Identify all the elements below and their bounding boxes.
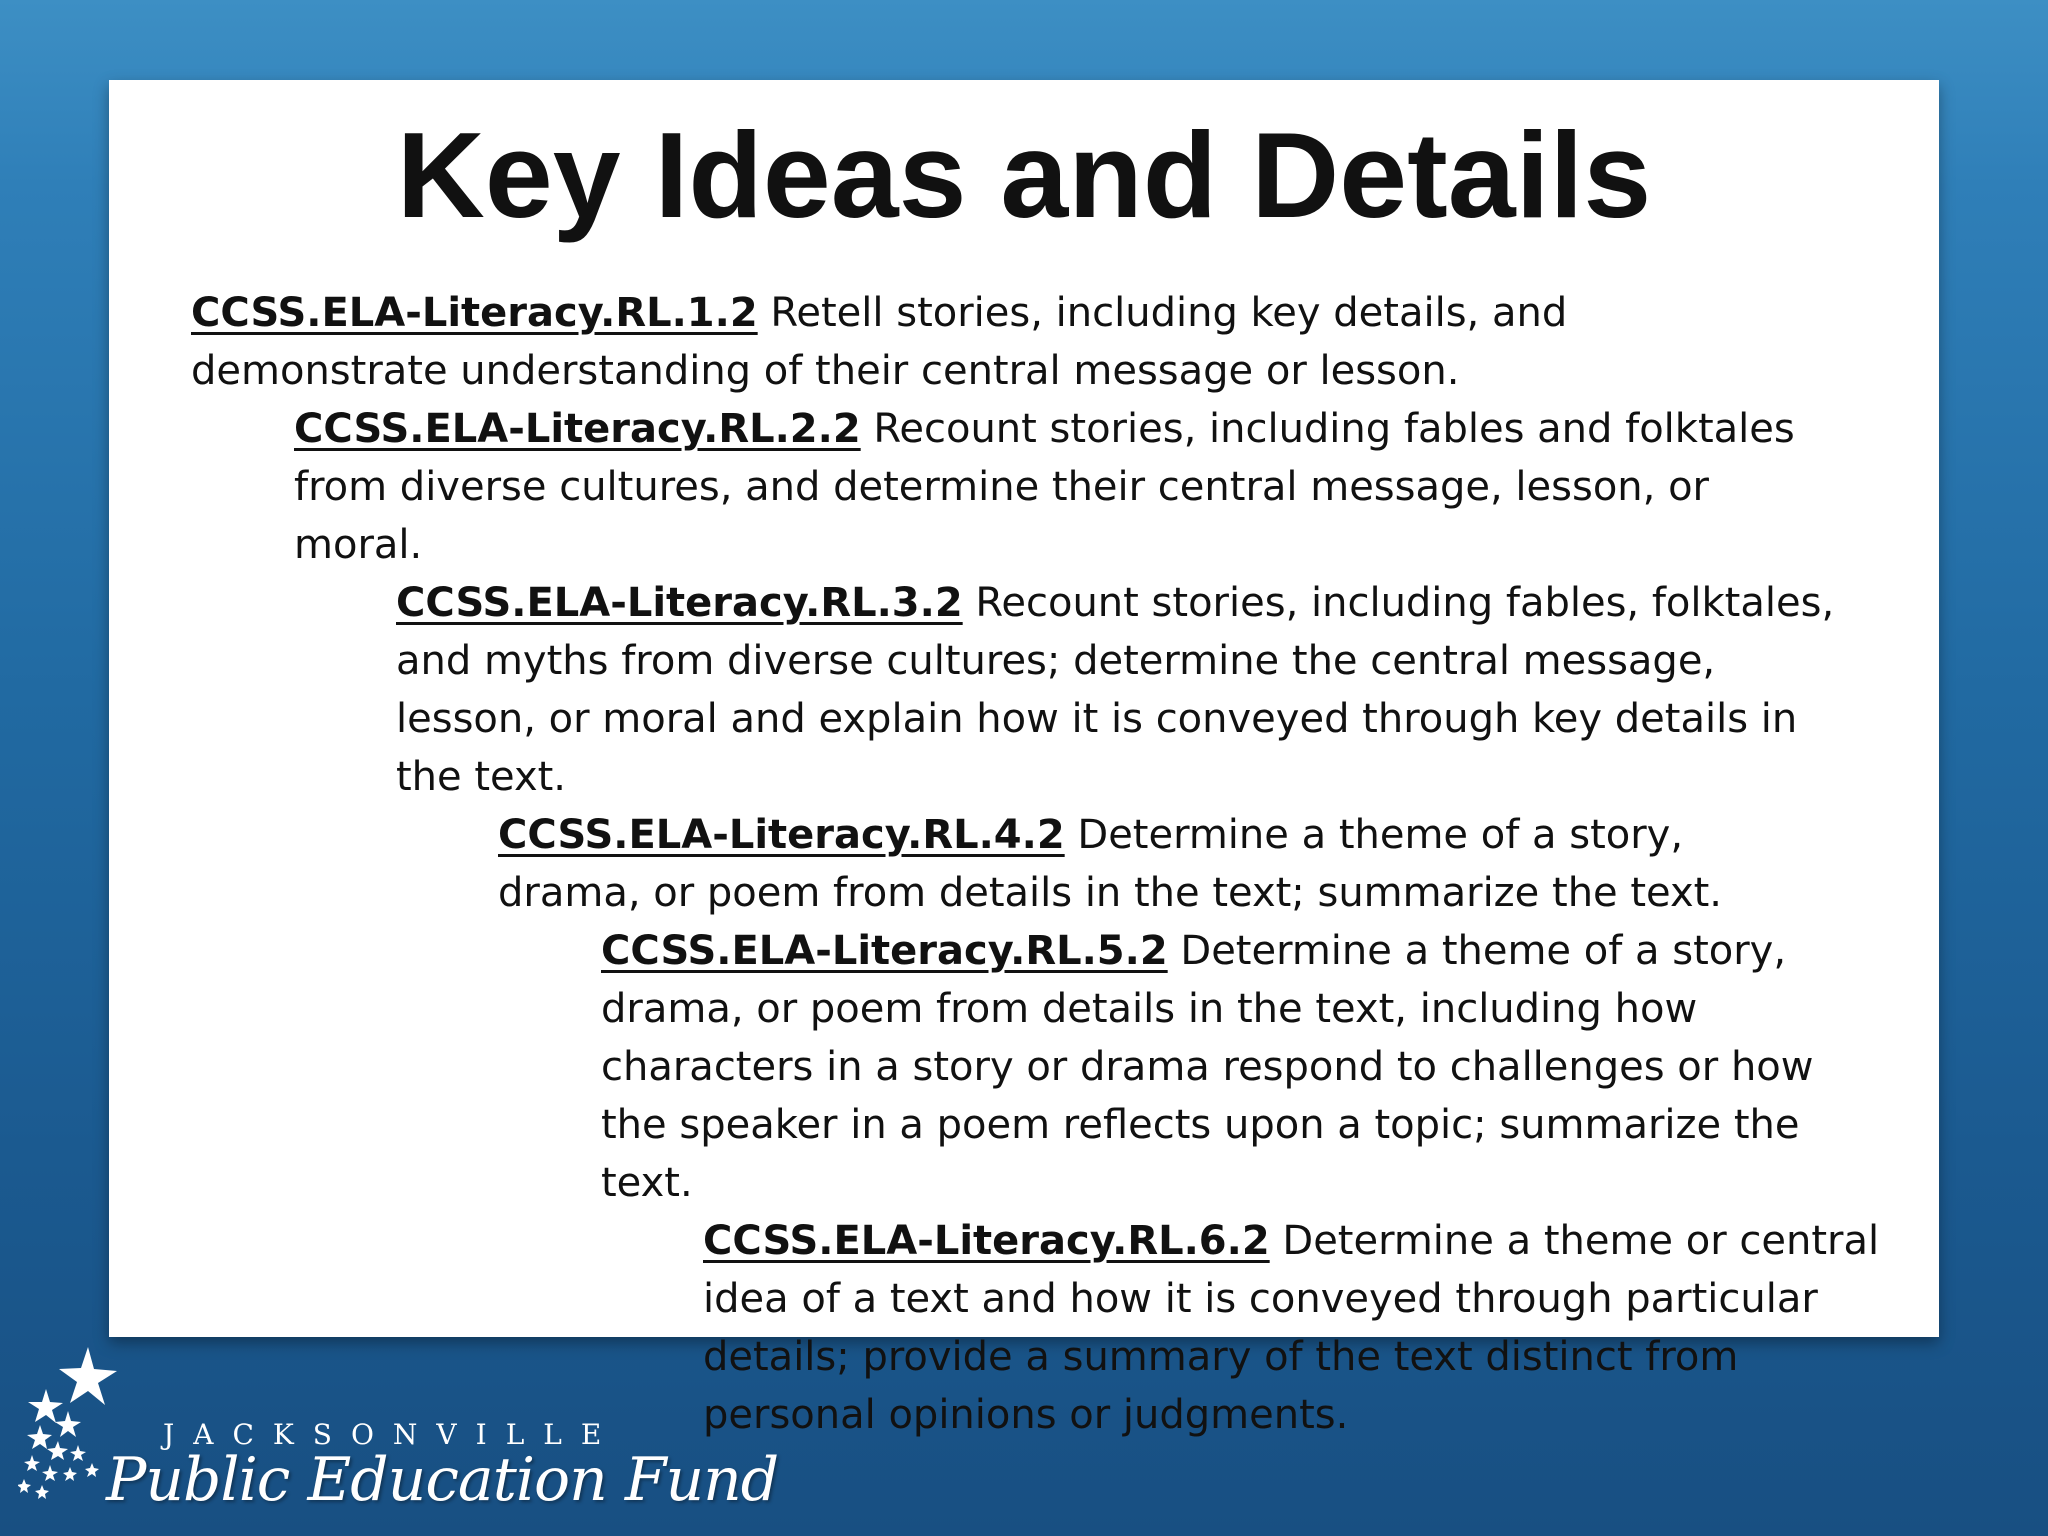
- logo-jacksonville-text: JACKSONVILLE: [163, 1418, 621, 1451]
- standard-code-link[interactable]: CCSS.ELA-Literacy.RL.2.2: [294, 406, 861, 452]
- standard-rl-1-2: [191, 284, 1781, 400]
- standard-description: Determine a theme of a story, drama, or poem from details in the text; summarize the text.: [498, 812, 1723, 916]
- logo-public-education-fund-text: Public Education Fund: [106, 1445, 779, 1515]
- standard-rl-5-2: [601, 922, 1851, 1212]
- standard-description: Recount stories, including fables, folktales, and myths from diverse cultures; determine the central message, lesson, or moral and explain how it is conveyed through key details in the text.: [396, 580, 1835, 800]
- standards-list: [0, 284, 2048, 1444]
- standard-code-link[interactable]: CCSS.ELA-Literacy.RL.6.2: [703, 1218, 1270, 1264]
- standard-rl-3-2: [396, 574, 1836, 806]
- standard-description: Determine a theme or central idea of a text and how it is conveyed through particular details; provide a summary of the text distinct from personal opinions or judgments.: [703, 1218, 1880, 1438]
- standard-description: Determine a theme of a story, drama, or poem from details in the text, including how characters in a story or drama respond to challenges or how the speaker in a poem reflects upon a topic; summarize the text.: [601, 928, 1814, 1206]
- standard-rl-6-2: [703, 1212, 1903, 1444]
- standard-code-link[interactable]: CCSS.ELA-Literacy.RL.3.2: [396, 580, 963, 626]
- standard-code-link[interactable]: CCSS.ELA-Literacy.RL.4.2: [498, 812, 1065, 858]
- standard-rl-2-2: [294, 400, 1814, 574]
- jpef-logo: [18, 1345, 779, 1525]
- standard-description: Retell stories, including key details, and demonstrate understanding of their central message or lesson.: [191, 290, 1568, 394]
- standard-code-link[interactable]: CCSS.ELA-Literacy.RL.5.2: [601, 928, 1168, 974]
- slide-title: Key Ideas and Details: [396, 107, 1652, 243]
- standard-code-link[interactable]: CCSS.ELA-Literacy.RL.1.2: [191, 290, 758, 336]
- standard-rl-4-2: [498, 806, 1798, 922]
- standard-description: Recount stories, including fables and folktales from diverse cultures, and determine their central message, lesson, or moral.: [294, 406, 1795, 568]
